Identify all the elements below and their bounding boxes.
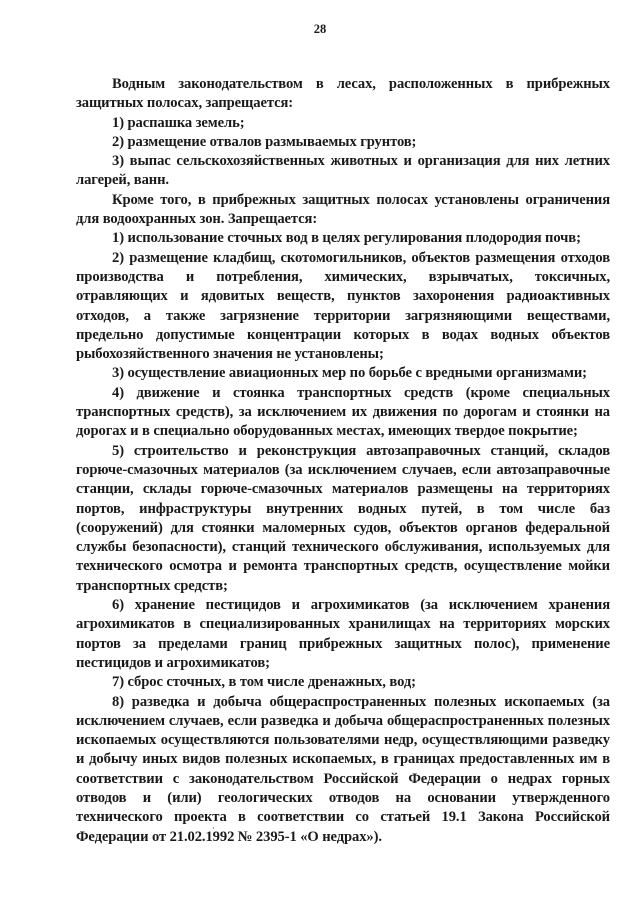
list-item: 4) движение и стоянка транспортных средств (кроме специальных транспортных средств), за исключением их движения по дорогам и стоянки на дорогах и в специально оборудованных местах, имеющих твердое покрытие;: [76, 384, 610, 440]
list-item: 1) использование сточных вод в целях регулирования плодородия почв;: [112, 230, 581, 247]
scan-speck: [213, 827, 214, 829]
paragraph-additional-restrictions: Кроме того, в прибрежных защитных полосах установлены ограничения для водоохранных зон. Запрещается:: [76, 191, 610, 228]
list-item: 2) размещение отвалов размываемых грунтов;: [112, 133, 417, 150]
list-item: 5) строительство и реконструкция автозаправочных станций, складов горюче-смазочных материалов (за исключением случаев, если автозаправочные станции, склады горюче-смазочных материалов размещены на территориях портов, инфраструктуры внутренних водных путей, в том числе баз (сооружений) для стоянки маломерных судов, объектов органов федеральной службы безопасности), станций технического обслуживания, используемых для технического осмотра и ремонта транспортных средств, осуществление мойки транспортных средств;: [76, 442, 610, 594]
list-item: 8) разведка и добыча общераспространенных полезных ископаемых (за исключением случаев, если разведка и добыча общераспространенных полезных ископаемых осуществляются пользователями недр, осуществляющими разведку и добычу иных видов полезных ископаемых, в границах предоставленных им в соответствии с законодательством Российской Федерации о недрах горных отводов и (или) геологических отводов на основании утвержденного технического проекта в соответствии со статьей 19.1 Закона Российской Федерации от 21.02.1992 № 2395-1 «О недрах»).: [76, 693, 610, 845]
document-body: [76, 75, 610, 847]
list-item: 7) сброс сточных, в том числе дренажных, вод;: [112, 674, 416, 691]
list-item: 6) хранение пестицидов и агрохимикатов (за исключением хранения агрохимикатов в специализированных хранилищах на территориях морских портов за пределами границ прибрежных защитных полос), применение пестицидов и агрохимикатов;: [76, 597, 610, 671]
list-item: 3) осуществление авиационных мер по борьбе с вредными организмами;: [112, 365, 587, 382]
list-item: 1) распашка земель;: [112, 114, 245, 131]
paragraph-water-legislation-intro: Водным законодательством в лесах, расположенных в прибрежных защитных полосах, запрещается:: [76, 76, 610, 112]
page-number: 28: [313, 22, 327, 36]
list-item: 3) выпас сельскохозяйственных животных и организация для них летних лагерей, ванн.: [76, 153, 610, 189]
list-item: 2) размещение кладбищ, скотомогильников, объектов размещения отходов производства и потребления, химических, взрывчатых, токсичных, отравляющих и ядовитых веществ, пунктов захоронения радиоактивных отходов, а также загрязнение территории загрязняющими веществами, предельно допустимые концентрации которых в водах водных объектов рыбохозяйственного значения не установлены;: [76, 249, 610, 363]
